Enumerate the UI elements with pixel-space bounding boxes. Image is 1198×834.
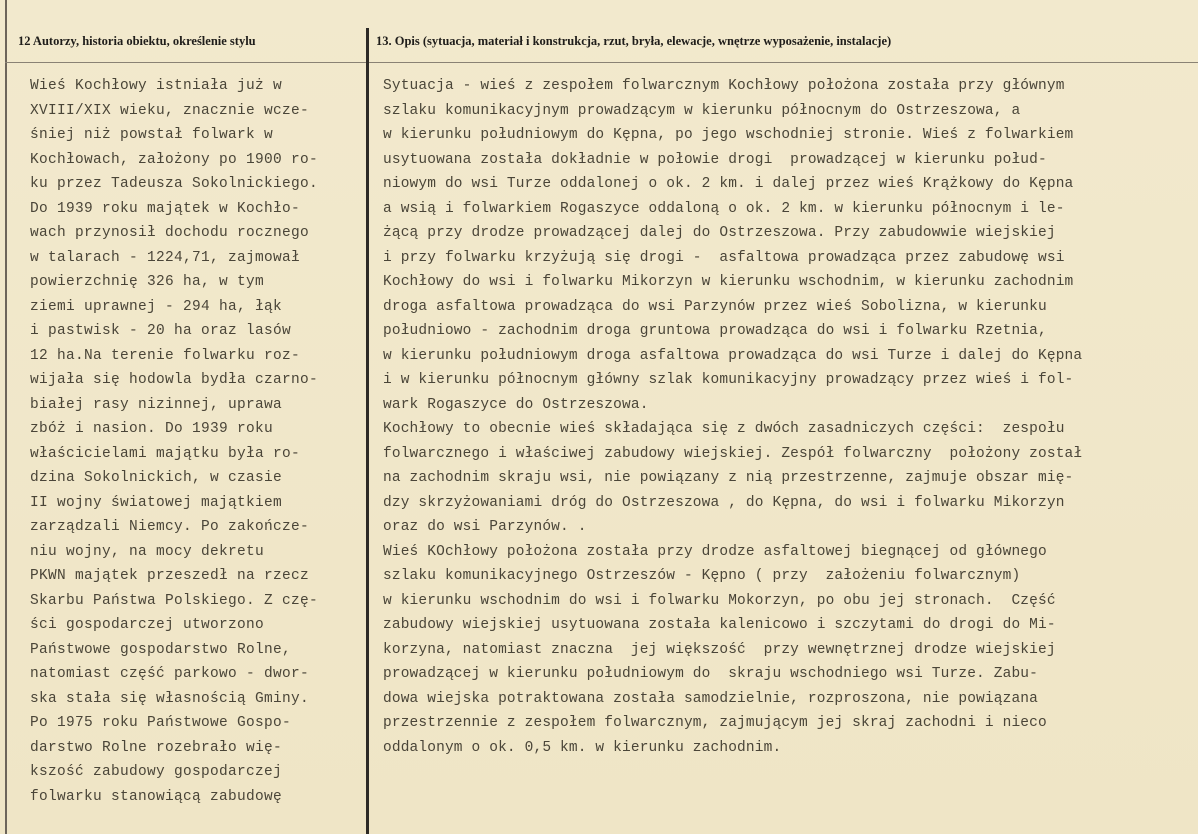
section-12-heading: 12 Autorzy, historia obiektu, określenie stylu xyxy=(18,34,256,48)
description-text-line: Sytuacja - wieś z zespołem folwarcznym Kochłowy położona została przy głównym xyxy=(383,78,1065,94)
description-text-line: a wsią i folwarkiem Rogaszyce oddaloną o ok. 2 km. w kierunku północnym i le- xyxy=(383,200,1065,217)
column-divider-line xyxy=(366,28,369,834)
history-text-line: Po 1975 roku Państwowe Gospo- xyxy=(30,715,292,731)
description-text-line: oddalonym o ok. 0,5 km. w kierunku zachodnim. xyxy=(383,739,782,756)
description-text-line: droga asfaltowa prowadząca do wsi Parzynów przez wieś Sobolizna, w kierunku xyxy=(383,298,1047,315)
description-text-line: Kochłowy do wsi i folwarku Mikorzyn w kierunku wschodnim, w kierunku zachodnim xyxy=(383,274,1074,290)
history-text-line: Do 1939 roku majątek w Kochło- xyxy=(30,200,301,217)
history-text-line: ści gospodarczej utworzono xyxy=(30,617,265,633)
history-text-line: Wieś Kochłowy istniała już w xyxy=(30,78,283,94)
description-text-line: południowo - zachodnim droga gruntowa prowadząca do wsi i folwarku Rzetnia, xyxy=(383,323,1047,339)
description-text-line: w kierunku południowym droga asfaltowa prowadząca do wsi Turze i dalej do Kępna xyxy=(383,347,1083,364)
history-text-line: zarządzali Niemcy. Po zakończe- xyxy=(30,519,310,535)
description-text-line: na zachodnim skraju wsi, nie powiązany z nią przestrzenne, zajmuje obszar mię- xyxy=(383,470,1074,486)
history-text-line: II wojny światowej majątkiem xyxy=(30,494,283,511)
history-text-line: Skarbu Państwa Polskiego. Z czę- xyxy=(30,592,319,609)
header-divider-line xyxy=(5,62,1198,63)
history-text-line: zbóż i nasion. Do 1939 roku xyxy=(30,421,274,437)
history-text-line: kszość zabudowy gospodarczej xyxy=(30,764,283,780)
description-text-line: żącą przy drodze prowadzącej dalej do Ostrzeszowa. Przy zabudowwie wiejskiej xyxy=(383,225,1056,241)
description-text-line: niowym do wsi Turze oddalonej o ok. 2 km. i dalej przez wieś Krążkowy do Kępna xyxy=(383,176,1074,192)
description-text-column xyxy=(383,74,1183,760)
description-text-line: i w kierunku północnym główny szlak komunikacyjny prowadzący przez wieś i fol- xyxy=(383,372,1074,388)
history-text-line: ska stała się własnością Gminy. xyxy=(30,690,310,707)
history-text-line: 12 ha.Na terenie folwarku roz- xyxy=(30,347,301,364)
history-text-line: Kochłowach, założony po 1900 ro- xyxy=(30,151,319,168)
description-text-line: w kierunku wschodnim do wsi i folwarku Mokorzyn, po obu jej stronach. Część xyxy=(383,592,1056,609)
section-13-heading: 13. Opis (sytuacja, materiał i konstrukcja, rzut, bryła, elewacje, wnętrze wyposażenie, instalacje) xyxy=(376,34,892,48)
history-text-line: Państwowe gospodarstwo Rolne, xyxy=(30,641,292,658)
description-text-line: Kochłowy to obecnie wieś składająca się z dwóch zasadniczych części: zespołu xyxy=(383,421,1065,437)
description-text-line: dowa wiejska potraktowana została samodzielnie, rozproszona, nie powiązana xyxy=(383,690,1039,707)
description-text-line: zabudowy wiejskiej usytuowana została kalenicowo i szczytami do drogi do Mi- xyxy=(383,617,1056,633)
description-text-line: Wieś KOchłowy położona została przy drodze asfaltowej biegnącej od głównego xyxy=(383,543,1047,560)
history-text-line: białej rasy nizinnej, uprawa xyxy=(30,396,283,413)
description-text-line: oraz do wsi Parzynów. . xyxy=(383,519,587,535)
history-text-line: w talarach - 1224,71, zajmował xyxy=(30,249,301,266)
history-text-line: wach przynosił dochodu rocznego xyxy=(30,225,310,241)
history-text-column xyxy=(30,74,356,809)
history-text-line: śniej niż powstał folwark w xyxy=(30,127,274,143)
history-text-line: ziemi uprawnej - 294 ha, łąk xyxy=(30,298,283,315)
description-text-line: dzy skrzyżowaniami dróg do Ostrzeszowa , do Kępna, do wsi i folwarku Mikorzyn xyxy=(383,494,1065,511)
history-text-line: dzina Sokolnickich, w czasie xyxy=(30,470,283,486)
history-text-line: natomiast część parkowo - dwor- xyxy=(30,666,310,682)
history-text-line: właścicielami majątku była ro- xyxy=(30,445,301,462)
description-text-line: prowadzącej w kierunku południowym do skraju wschodniego wsi Turze. Zabu- xyxy=(383,666,1039,682)
history-text-line: i pastwisk - 20 ha oraz lasów xyxy=(30,323,292,339)
description-text-line: korzyna, natomiast znaczna jej większość przy wewnętrznej drodze wiejskiej xyxy=(383,641,1056,658)
description-text-line: i przy folwarku krzyżują się drogi - asfaltowa prowadząca przez zabudowę wsi xyxy=(383,249,1065,266)
description-text-line: usytuowana została dokładnie w połowie drogi prowadzącej w kierunku połud- xyxy=(383,151,1047,168)
description-text-line: wark Rogaszyce do Ostrzeszowa. xyxy=(383,396,649,413)
history-text-line: PKWN majątek przeszedł na rzecz xyxy=(30,568,310,584)
description-text-line: w kierunku południowym do Kępna, po jego wschodniej stronie. Wieś z folwarkiem xyxy=(383,127,1074,143)
description-text-line: szlaku komunikacyjnego Ostrzeszów - Kępno ( przy założeniu folwarcznym) xyxy=(383,568,1021,584)
description-text-line: szlaku komunikacyjnym prowadzącym w kierunku północnym do Ostrzeszowa, a xyxy=(383,102,1021,119)
history-text-line: wijała się hodowla bydła czarno- xyxy=(30,372,319,388)
left-border-line xyxy=(5,0,7,834)
history-text-line: XVIII/XIX wieku, znacznie wcze- xyxy=(30,102,310,119)
description-text-line: przestrzennie z zespołem folwarcznym, zajmującym jej skraj zachodni i nieco xyxy=(383,715,1047,731)
description-text-line: folwarcznego i właściwej zabudowy wiejskiej. Zespół folwarczny położony został xyxy=(383,445,1083,462)
history-text-line: darstwo Rolne rozebrało wię- xyxy=(30,739,283,756)
history-text-line: powierzchnię 326 ha, w tym xyxy=(30,274,265,290)
history-text-line: folwarku stanowiącą zabudowę xyxy=(30,788,283,805)
history-text-line: ku przez Tadeusza Sokolnickiego. xyxy=(30,176,319,192)
history-text-line: niu wojny, na mocy dekretu xyxy=(30,543,265,560)
